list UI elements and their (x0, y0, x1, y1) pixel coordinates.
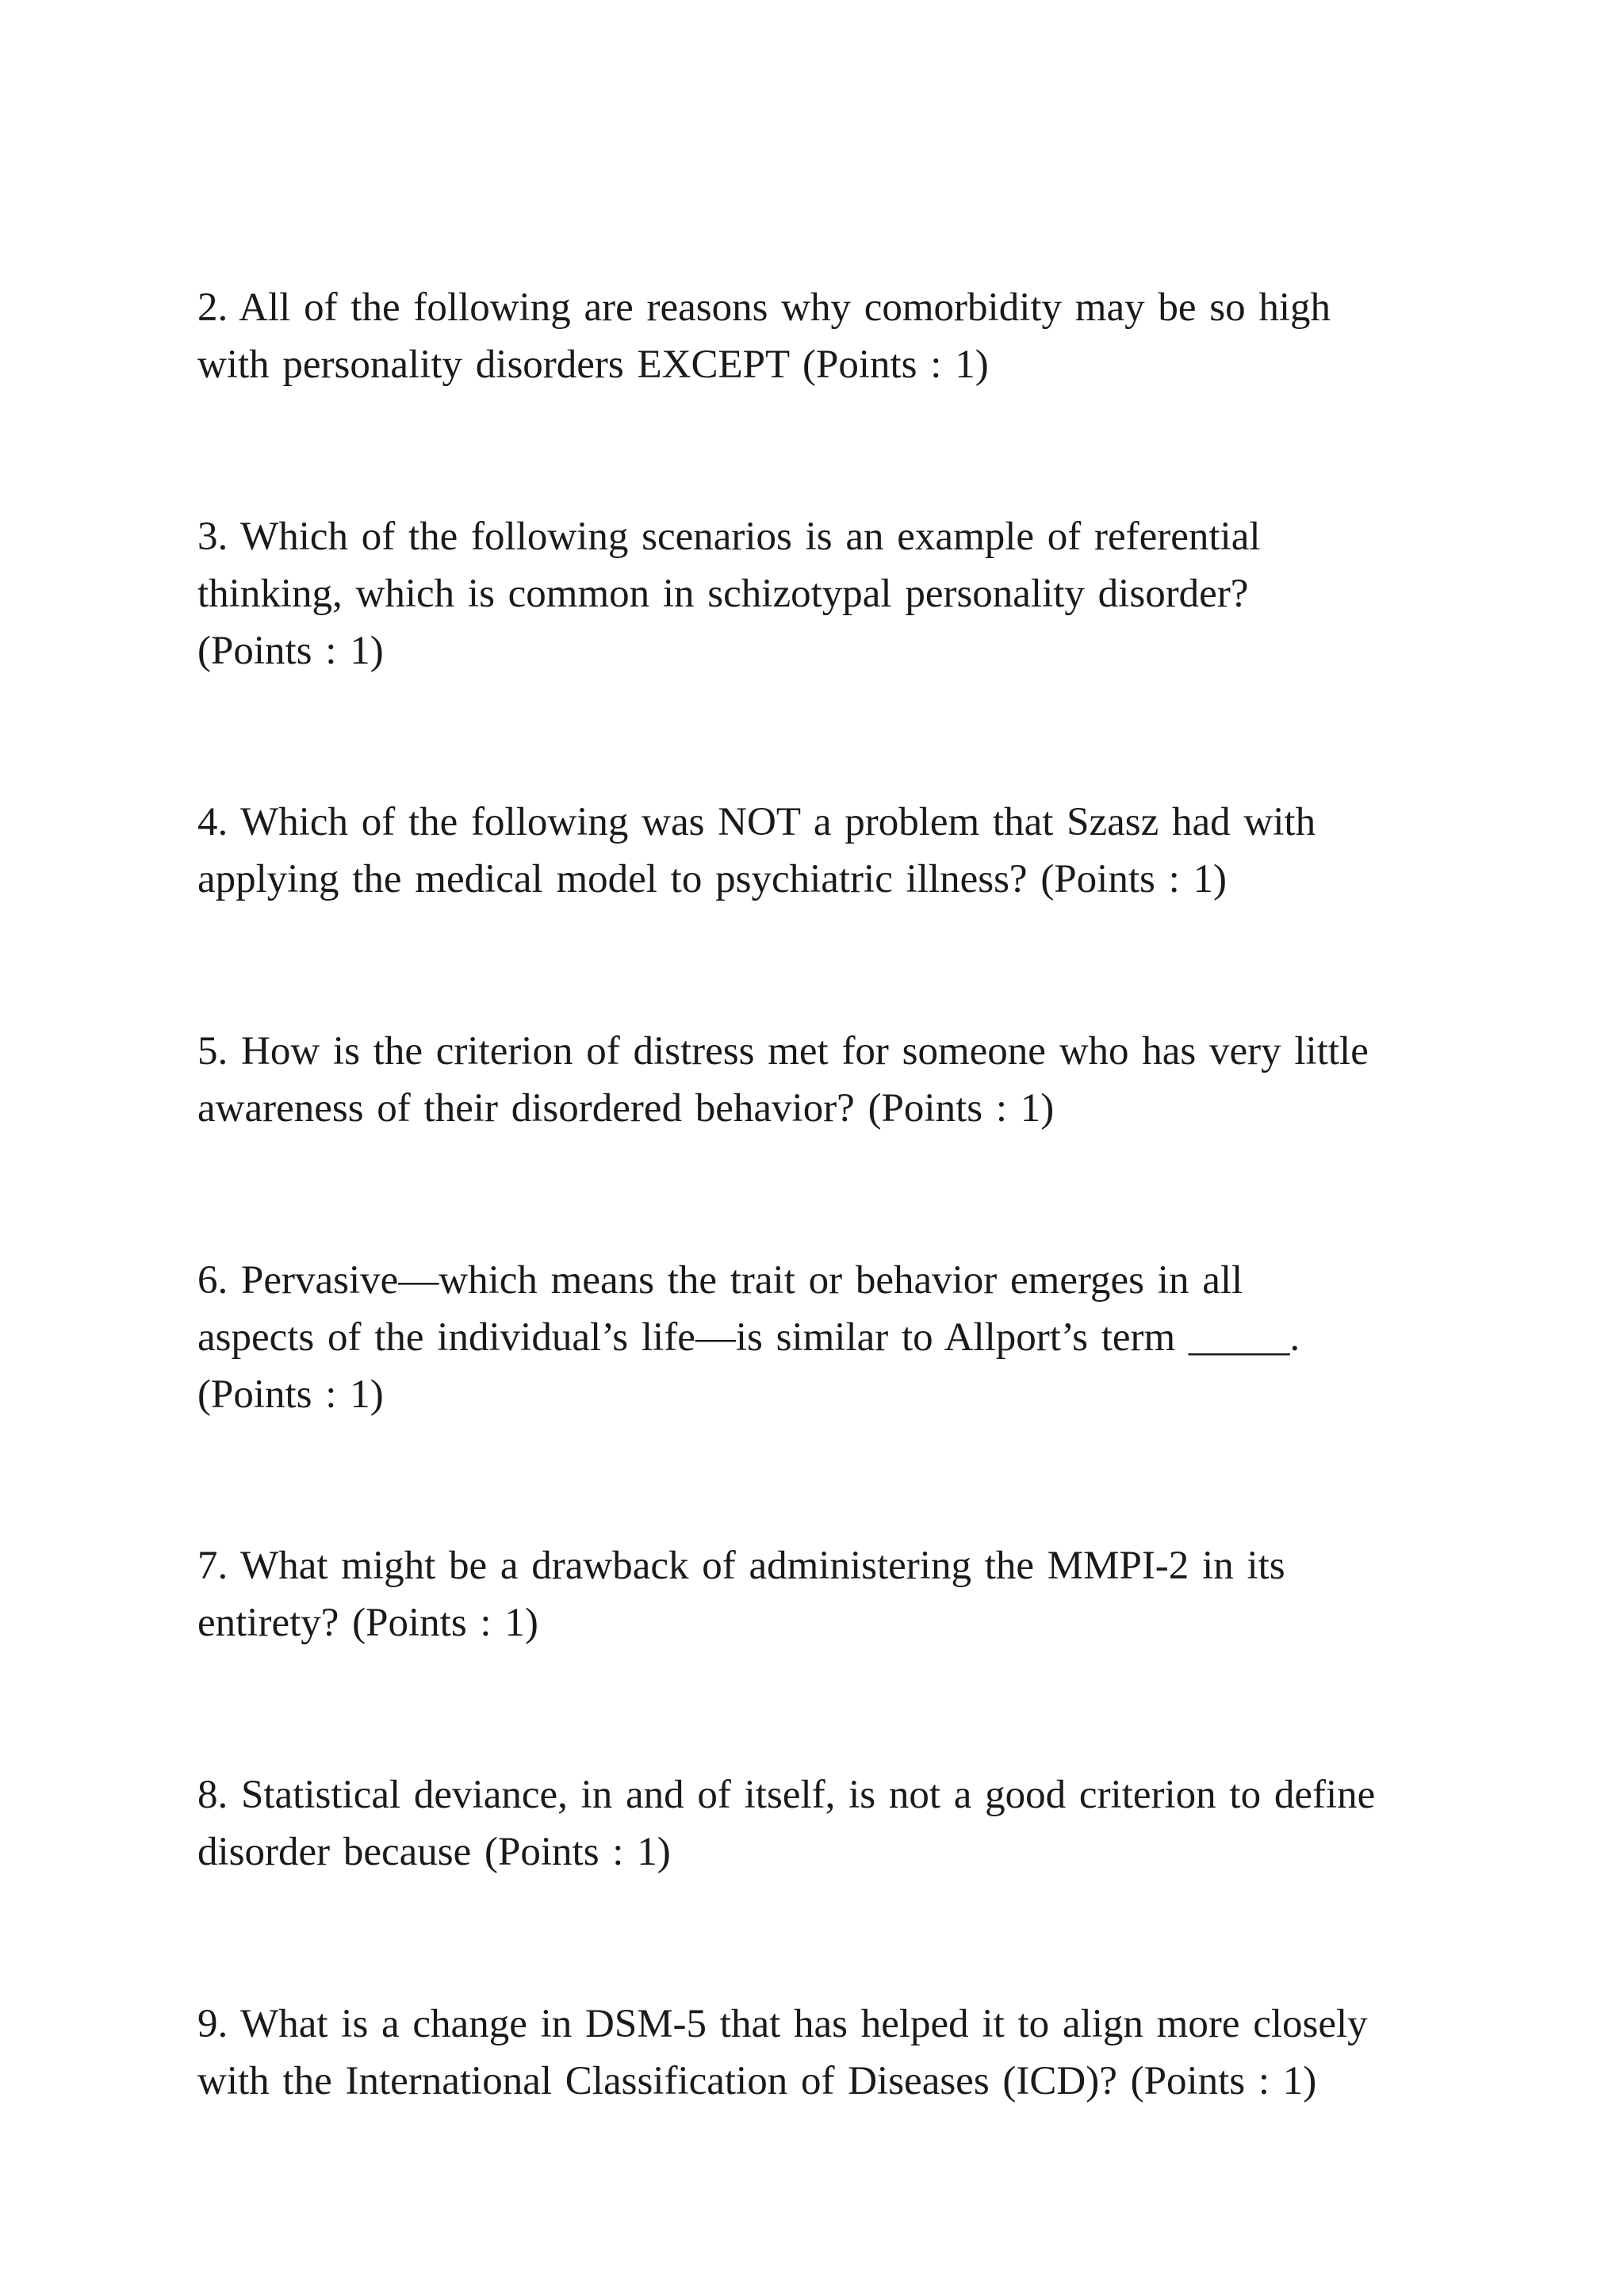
question-4 (197, 794, 1466, 908)
question-line: entirety? (Points : 1) (197, 1601, 538, 1645)
question-line: 6. Pervasive—which means the trait or behavior emerges in all (197, 1258, 1243, 1303)
question-line: with personality disorders EXCEPT (Points : 1) (197, 342, 989, 387)
question-line: disorder because (Points : 1) (197, 1830, 671, 1874)
question-3 (197, 508, 1466, 679)
question-line: (Points : 1) (197, 1372, 384, 1417)
question-line: with the International Classification of Diseases (ICD)? (Points : 1) (197, 2059, 1317, 2103)
question-9 (197, 1996, 1466, 2110)
question-line: 7. What might be a drawback of administering the MMPI-2 in its (197, 1544, 1285, 1588)
question-7 (197, 1537, 1466, 1651)
question-line: thinking, which is common in schizotypal personality disorder? (197, 572, 1249, 616)
question-line: 8. Statistical deviance, in and of itself, is not a good criterion to define (197, 1773, 1376, 1817)
question-5 (197, 1023, 1466, 1137)
question-line: awareness of their disordered behavior? (Points : 1) (197, 1086, 1055, 1131)
question-line: 3. Which of the following scenarios is an example of referential (197, 515, 1261, 559)
question-line: aspects of the individual’s life—is similar to Allport’s term _____. (197, 1315, 1300, 1360)
question-line: 2. All of the following are reasons why comorbidity may be so high (197, 285, 1331, 330)
question-line: (Points : 1) (197, 629, 384, 673)
question-line: 9. What is a change in DSM-5 that has helped it to align more closely (197, 2002, 1368, 2046)
question-2 (197, 279, 1466, 393)
question-line: 4. Which of the following was NOT a problem that Szasz had with (197, 800, 1316, 844)
question-line: 5. How is the criterion of distress met for someone who has very little (197, 1029, 1369, 1073)
question-8 (197, 1766, 1466, 1881)
question-6 (197, 1252, 1466, 1423)
question-line: applying the medical model to psychiatric illness? (Points : 1) (197, 857, 1228, 901)
